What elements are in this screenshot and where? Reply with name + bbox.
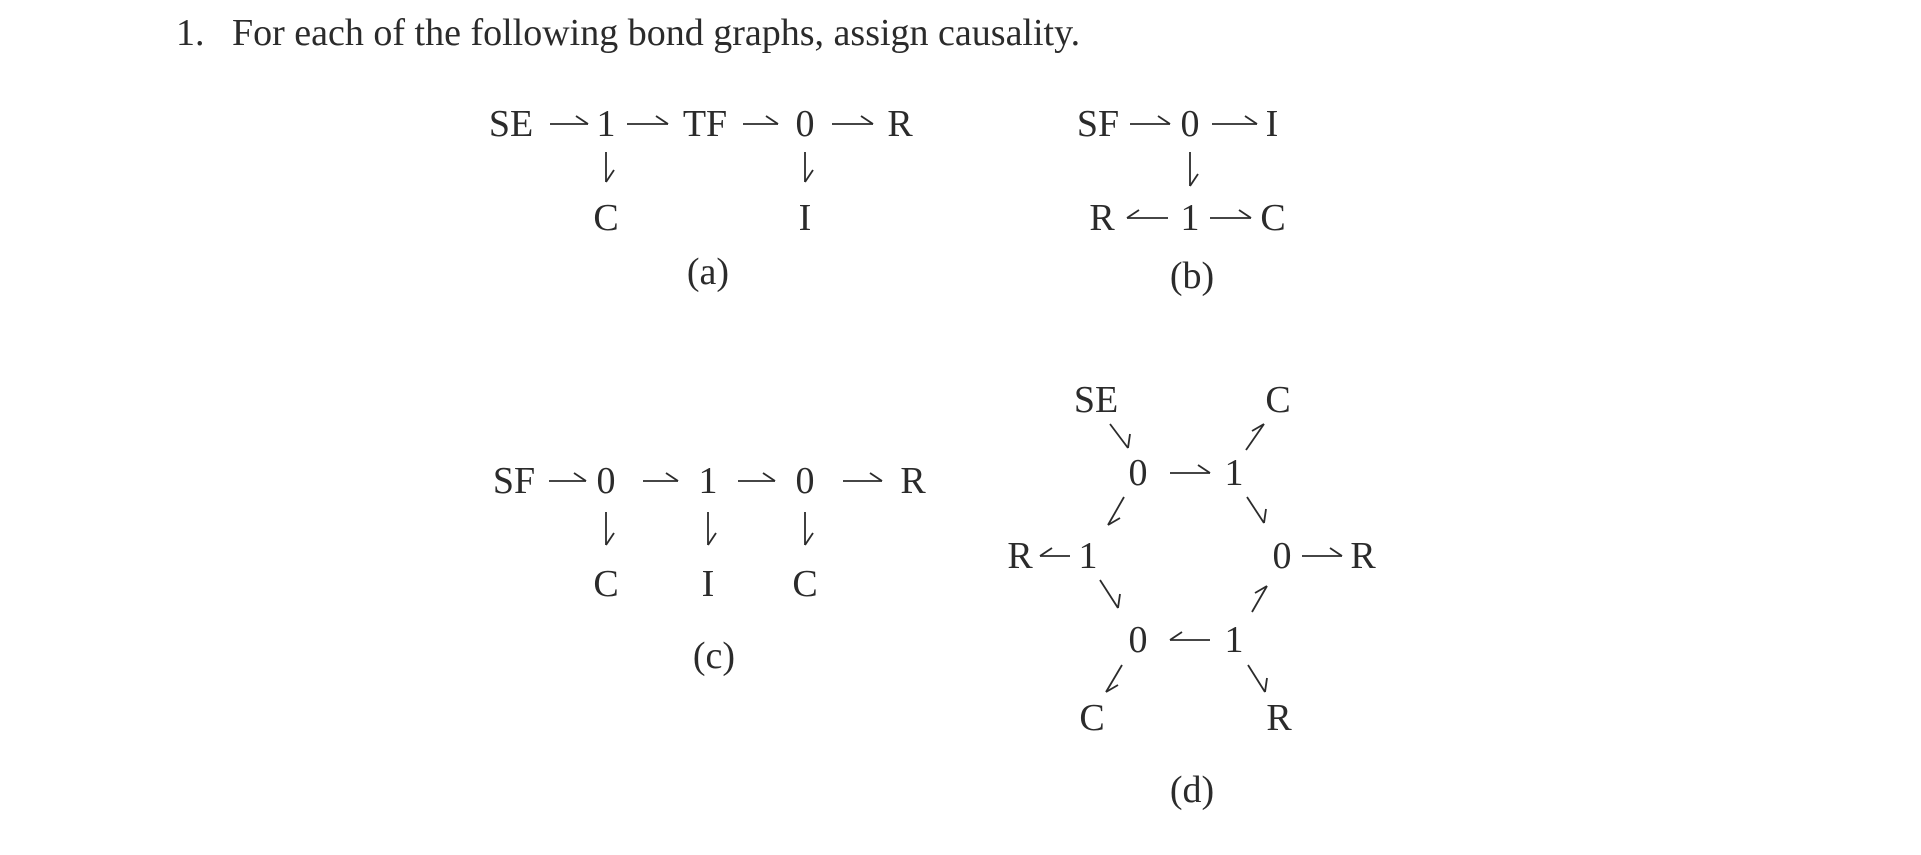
node-b-c: C <box>1260 197 1286 239</box>
node-c-c-left: C <box>593 563 619 605</box>
node-d-0-bottom: 0 <box>1128 619 1148 661</box>
bond-a-0-i <box>805 152 813 182</box>
node-a-tf: TF <box>682 103 728 145</box>
bond-d-1-c-top <box>1246 424 1264 450</box>
bond-d-0-1-left <box>1108 497 1124 525</box>
node-d-1-left: 1 <box>1078 535 1098 577</box>
graph-c-label: (c) <box>692 635 736 677</box>
node-c-0-right: 0 <box>795 460 815 502</box>
node-d-0-top: 0 <box>1128 452 1148 494</box>
bond-c-0-r <box>843 473 882 481</box>
question-prompt: For each of the following bond graphs, assign causality. <box>232 12 1081 54</box>
bond-b-sf-0 <box>1130 116 1170 124</box>
node-d-1-bottom: 1 <box>1224 619 1244 661</box>
node-b-r: R <box>1089 197 1115 239</box>
node-d-c-bottom: C <box>1079 697 1105 739</box>
bond-c-0-c-left <box>606 512 614 545</box>
bond-d-0-c-bottom <box>1106 665 1122 692</box>
node-b-sf: SF <box>1076 103 1120 145</box>
graph-a-label: (a) <box>686 251 730 293</box>
node-b-i: I <box>1265 103 1279 145</box>
node-c-1: 1 <box>698 460 718 502</box>
bond-c-1-i <box>708 512 716 545</box>
node-c-r: R <box>900 460 926 502</box>
bond-d-se-0 <box>1110 424 1130 448</box>
bond-graph-d <box>1007 379 1376 811</box>
node-b-0: 0 <box>1180 103 1200 145</box>
bond-b-0-i <box>1212 116 1257 124</box>
bond-c-sf-0 <box>549 473 586 481</box>
bond-d-0-1-top <box>1170 465 1210 473</box>
bond-d-1-r-left <box>1040 548 1070 556</box>
bond-a-0-r <box>832 116 873 124</box>
bond-b-1-r <box>1127 210 1168 218</box>
bond-c-0-c-right <box>805 512 813 545</box>
node-a-se: SE <box>488 103 534 145</box>
bond-a-se-1 <box>550 116 588 124</box>
node-c-c-right: C <box>792 563 818 605</box>
node-d-c-top: C <box>1265 379 1291 421</box>
node-d-se: SE <box>1073 379 1119 421</box>
node-c-0-left: 0 <box>596 460 616 502</box>
bond-b-0-1 <box>1190 152 1198 186</box>
bond-a-1-tf <box>627 116 668 124</box>
bond-d-1-r-bottom <box>1248 665 1267 692</box>
bond-graph-c <box>493 460 926 677</box>
graph-b-label: (b) <box>1169 255 1215 297</box>
node-a-0: 0 <box>795 103 815 145</box>
bond-d-1-0-bottom <box>1170 632 1210 640</box>
node-a-i: I <box>798 197 812 239</box>
node-d-r-bottom: R <box>1266 697 1292 739</box>
node-d-r-left: R <box>1007 535 1033 577</box>
graph-d-label: (d) <box>1169 769 1215 811</box>
node-a-1: 1 <box>596 103 616 145</box>
node-d-1-top: 1 <box>1224 452 1244 494</box>
question-number: 1. <box>176 12 205 54</box>
node-b-1: 1 <box>1180 197 1200 239</box>
node-a-c: C <box>593 197 619 239</box>
bond-d-0-1-right <box>1252 586 1267 612</box>
bond-d-1-0-left <box>1100 580 1120 608</box>
bond-a-tf-0 <box>743 116 778 124</box>
node-c-sf: SF <box>492 460 536 502</box>
bond-c-1-0 <box>738 473 775 481</box>
bond-a-1-c <box>606 152 614 182</box>
node-a-r: R <box>887 103 913 145</box>
bond-graph-a <box>489 103 914 293</box>
node-d-0-right: 0 <box>1272 535 1292 577</box>
bond-d-1-0-right <box>1247 497 1266 523</box>
bond-graph-b <box>1077 103 1286 297</box>
bond-b-1-c <box>1210 210 1251 218</box>
node-d-r-right: R <box>1350 535 1376 577</box>
bond-d-0-r-right <box>1302 548 1342 556</box>
bond-c-0-1 <box>643 473 678 481</box>
node-c-i: I <box>701 563 715 605</box>
